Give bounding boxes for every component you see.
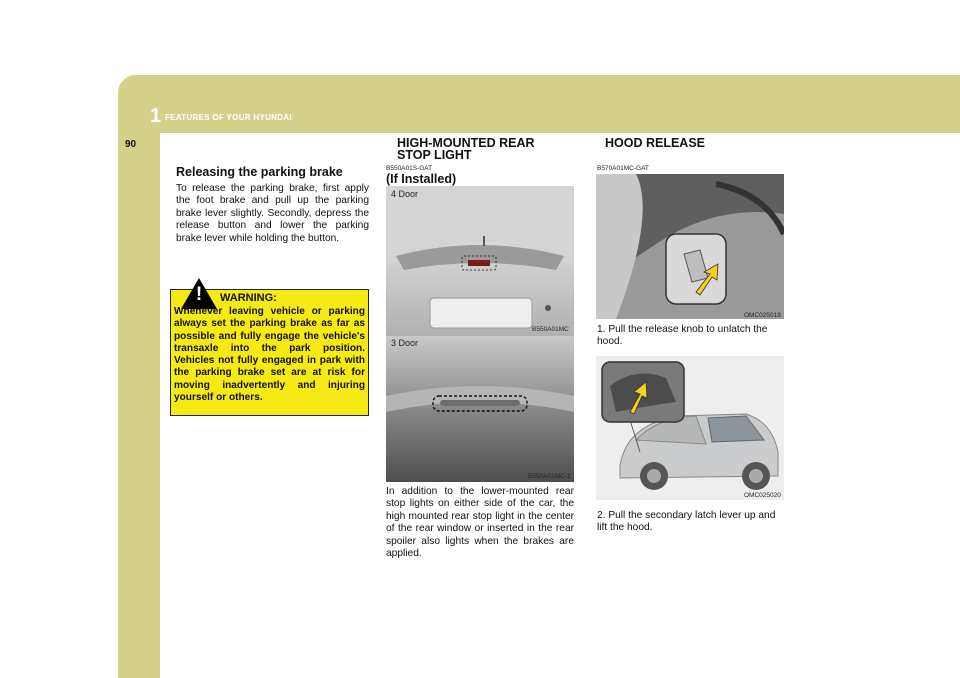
stoplight-title-line2: STOP LIGHT (397, 148, 472, 162)
hood-latch-image (596, 356, 784, 500)
chapter-number: 1 (150, 105, 162, 127)
three-door-label: 3 Door (391, 338, 419, 348)
warning-mark: ! (195, 284, 203, 305)
stoplight-code: B550A01S-GAT (386, 165, 433, 172)
stoplight-title-line1: HIGH-MOUNTED REAR (397, 136, 535, 150)
four-door-photo (386, 186, 574, 338)
chapter-title: FEATURES OF YOUR HYUNDAI (165, 113, 292, 122)
page-gutter (118, 133, 160, 678)
parking-brake-title: Releasing the parking brake (176, 165, 343, 179)
hood-knob-image-code: OMC025019 (744, 312, 781, 319)
page-number: 90 (125, 139, 137, 150)
stoplight-text: In addition to the lower-mounted rear stop lights on either side of the car, the high mounted rear stop light in the center of the rear window or inserted in the rear spoiler also lights when the brakes are applied. (386, 486, 574, 560)
four-door-label: 4 Door (391, 189, 419, 199)
parking-brake-text: To release the parking brake, first apply the foot brake and pull up the parking brake lever slightly. Secondly, depress the release button and lower the parking brake lever while holding the button. (176, 183, 369, 244)
warning-text: Whenever leaving vehicle or parking always set the parking brake as far as possible and fully engage the vehicle's transaxle into the park position. Vehicles not fully engaged in park with the parking brake set are at risk for moving inadvertently and injuring yourself or others. (174, 306, 365, 404)
hood-knob-image (596, 174, 784, 319)
four-door-image-code: B550A01MC (532, 326, 569, 333)
hood-latch-image-code: OMC025020 (744, 492, 781, 499)
three-door-car-image (386, 336, 574, 482)
hood-step-2: 2. Pull the secondary latch lever up and lift the hood. (597, 510, 776, 534)
three-door-photo (386, 336, 574, 482)
hood-code: B570A01MC-GAT (597, 165, 649, 172)
warning-title: WARNING: (220, 292, 277, 304)
hood-title: HOOD RELEASE (605, 136, 706, 150)
three-door-image-code: B550A01MC-1 (528, 473, 571, 480)
four-door-car-image (386, 186, 574, 338)
hood-knob-photo (596, 174, 784, 319)
hood-step-1: 1. Pull the release knob to unlatch the hood. (597, 324, 768, 348)
stoplight-subtitle: (If Installed) (386, 172, 457, 186)
header-band (118, 75, 960, 133)
hood-latch-photo (596, 356, 784, 500)
